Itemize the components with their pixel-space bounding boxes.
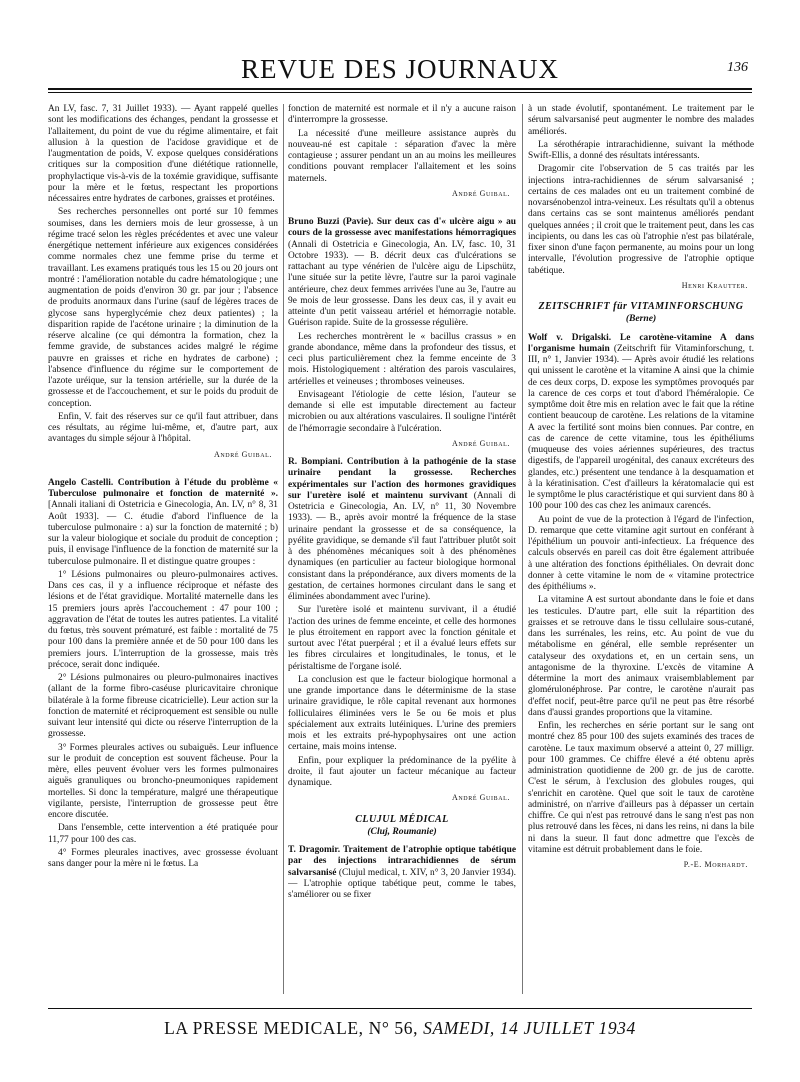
article-reference: (Clujul medical, t. XIV, n° 3, 20 Janvier 1934). — L'atrophie optique tabétique peut, comme le tabes, s'améliorer ou se fixer: [288, 867, 516, 900]
paragraph: La conclusion est que le facteur biologique hormonal a une grande importance dans le déterminisme de la stase urinaire gravidique, le rôle capital revenant aux hormones folliculaires éliminées vers le 5e ou 6e mois et plus spécialement aux extraits lutéiniques. L'urine des premiers mois et les extraits pré-hypophysaires ont une action certaine, mais moins intense.: [288, 674, 516, 753]
column-divider: [283, 104, 284, 994]
journal-section-origin: (Berne): [625, 313, 657, 325]
column-right: [528, 104, 754, 999]
journal-section-title: CLUJUL MÉDICAL: [355, 813, 449, 825]
running-header-title: REVUE DES JOURNAUX: [240, 54, 559, 84]
paragraph: Les recherches montrèrent le « bacillus crassus » en grande abondance, même dans la profondeur des tissus, et ceci plus particulièrement chez la femme enceinte de 3 mois. Histologiquement : altération des parois vasculaires, artérielles et veineuses ; thromboses veineuses.: [288, 331, 516, 387]
article-heading: R. Bompiani. Contribution à la pathogénie de la stase urinaire pendant la grossesse. Recherches expérimentales sur l'action des hormones gravidiques sur l'uretère isolé et maintenu survivant: [288, 457, 516, 501]
footer-issue-number: N° 56,: [368, 1018, 419, 1038]
paragraph: Dans l'ensemble, cette intervention a été pratiquée pour 11,77 pour 100 des cas.: [48, 823, 278, 845]
article-reference: (Annali di Ostetricia e Ginecologia, An. LV, fasc. 10, 31 Octobre 1933). — B. décrit deux cas d'ulcérations se rattachant au type vénérien de l'ulcère aigu de Lipschütz, l'une située sur la petite lèvre, l'autre sur la paroi vaginale antérieure, chez deux femmes arrivées l'une au 3e, l'autre au 9e mois de leur grossesse. Dans les deux cas, il y avait eu atteinte d'un petit vaisseau artériel et hémorragie notable. Guérison rapide. Suite de la grossesse régulière.: [288, 239, 516, 329]
column-middle: [288, 104, 516, 999]
article-heading: Angelo Castelli. Contribution à l'étude du problème « Tuberculose pulmonaire et fonction de maternité ».: [48, 477, 278, 499]
paragraph: Enfin, V. fait des réserves sur ce qu'il faut attribuer, dans ces résultats, au régime lui-même, et, d'autre part, aux avantages du simple séjour à l'hôpital.: [48, 411, 278, 445]
column-divider: [522, 104, 523, 994]
paragraph: An LV, fasc. 7, 31 Juillet 1933). — Ayant rappelé quelles sont les modifications des échanges, pendant la grossesse et l'allaitement, du point de vue du régime alimentaire, et fait allusion à la question de l'acidose gravidique et de l'augmentation de poids, V. expose quelques considérations critiques sur la composition d'une diététique rationnelle, prophylactique vis-à-vis de la toxémie gravidique, suffisante pour la mère et le fœtus, respectant les proportions nécessaires entre hydrates de carbones, graisses et protéines.: [48, 104, 278, 204]
paragraph: Sur l'uretère isolé et maintenu survivant, il a étudié l'action des urines de femme enceinte, et celle des hormones le plus étroitement en rapport avec la fonction génitale et surtout avec l'état puerpéral ; et il a évalué leurs effets sur les fibres circulaires et longitudinales, le tonus, et le péristaltisme de l'organe isolé.: [288, 605, 516, 672]
article-reference: (Annali di Ostetricia e Ginecologia, An. LV, n° 11, 30 Novembre 1933). — B., après avoir montré la fréquence de la stase urinaire pendant la grossesse et de sa conséquence, la pyélite gravidique, se demande s'il faut l'attribuer plutôt soit à des phénomènes mécaniques soit à des phénomènes dynamiques (en particulier au facteur biologique hormonal consistant dans la prépondérance, aux divers moments de la gestation, de certaines hormones circulant dans le sang et éliminées abondamment avec l'urine).: [288, 490, 516, 602]
article-entry: [288, 457, 516, 603]
article-heading: Bruno Buzzi (Pavie). Sur deux cas d'« ulcère aigu » au cours de la grossesse avec manifestations hémorragiques: [288, 217, 516, 239]
article-heading: Wolf v. Drigalski. Le carotène-vitamine A dans l'organisme humain: [528, 332, 754, 354]
paragraph: 3° Formes pleurales actives ou subaiguës. Leur influence sur le produit de conception est souvent fâcheuse. Pour la mère, elles peuvent évoluer vers les formes pulmonaires aiguës granuliques ou broncho-pneumoniques rapidement mortelles. Si donc la température, malgré une thérapeutique vigilante, persiste, l'interruption de grossesse peut être encore discutée.: [48, 742, 278, 820]
paragraph: fonction de maternité est normale et il n'y a aucune raison d'interrompre la grossesse.: [288, 104, 516, 126]
page-number: 136: [727, 60, 748, 75]
article-entry: [528, 333, 754, 513]
paragraph: Enfin, les recherches en série portant sur le sang ont montré chez 85 pour 100 des sujets examinés des traces de carotène. Le taux maximum observé a atteint 0, 27 milligr. pour 100 grammes. Ce chiffre élevé a été obtenu après administration quotidienne de 200 gr. de jus de carotte. C'est le sérum, à l'exclusion des globules rouges, qui s'enrichit en carotène. Quel que soit le taux de carotène administré, on n'arrive d'ailleurs pas à dépasser un certain chiffre. Ce qui n'est pas retrouvé dans le sang n'est pas non plus retrouvé dans les fèces, ni dans les reins, ni dans la bile ni dans la sueur. Il faut donc admettre que l'excès de vitamine est détruit probablement dans le foie.: [528, 721, 754, 855]
article-entry: [288, 845, 516, 901]
paragraph: Ses recherches personnelles ont porté sur 10 femmes soumises, dans les derniers mois de leur grossesse, à un régime tracé selon les règles précédentes et avec une valeur énergétique nettement inférieure aux exigences considérées comme normales chez une femme prise du terme et travaillant. Les examens pratiqués tous les 15 ou 20 jours ont montré : l'amélioration notable du cadre hématologique ; une augmentation de poids d'environ 30 gr. par jour ; l'absence de produits anormaux dans l'urine (sauf de légères traces de glycose sans hyperglycémie chez deux patientes) ; la disparition rapide de l'acétone urinaire ; la diminution de la réserve alcaline (ce qui démontra la formation, chez la femme gravide, de substances acides malgré le régime pauvre en graisses et riche en hydrates de carbone) ; l'absence d'influence du régime sur le comportement de l'azote uréique, sur la tension artérielle, sur la durée de la grossesse et de l'accouchement, et sur le poids du produit de conception.: [48, 207, 278, 409]
header-rule-thick: [48, 88, 752, 90]
paragraph: Au point de vue de la protection à l'égard de l'infection, D. remarque que cette vitamine agit surtout en conférant à l'épithélium un pouvoir anti-infectieux. La fréquence des calculs observés en pareil cas doit être également attribuée à une altération des fonctions épithéliales. On devrait donc donner à cette vitamine le nom de « vitamine protectrice des épithéliums ».: [528, 514, 754, 592]
paragraph: 2° Lésions pulmonaires ou pleuro-pulmonaires inactives (allant de la forme fibro-caséuse pluricavitaire chronique bilatérale à la forme fibreuse cicatricielle). Leur action sur la fonction de maternité et réciproquement est sensible ou nulle suivant leur intensité qui dicte ou réserve l'interruption de la grossesse.: [48, 673, 278, 740]
author-signature: P.-E. Morhardt.: [683, 860, 748, 869]
author-signature: André Guibal.: [213, 449, 272, 459]
paragraph: La vitamine A est surtout abondante dans le foie et dans les testicules. D'autre part, elle suit la répartition des graisses et se retrouve dans le tissu cellulaire sous-cutané, dans les surrénales, les reins, etc. Au point de vue du métabolisme en général, elle semble représenter un catalyseur des oxydations et, en un certain sens, un antagonisme de la thyroxine. L'excès de vitamine A détermine la mort des animaux vraisemblablement par glomérulonéphrose. Par contre, le carotène n'aurait pas d'effet nocif, peut-être parce qu'il ne peut pas être résorbé dans d'aussi grandes proportions que la vitamine.: [528, 595, 754, 718]
article-heading: T. Dragomir. Traitement de l'atrophie optique tabétique par des injections intrarachidiennes de sérum salvarsanisé: [288, 845, 516, 878]
author-signature: Henri Krautter.: [681, 280, 748, 290]
journal-section-origin: (Cluj, Roumanie): [367, 825, 437, 837]
author-signature: André Guibal.: [451, 793, 510, 803]
footer-journal-name: LA PRESSE MEDICALE,: [164, 1018, 364, 1038]
article-reference: [Annali italiani di Ostetricia e Ginecologia, An. LV, n° 8, 31 Août 1933]. — C. étudie d'abord l'influence de la tuberculose pulmonaire : a) sur la fonction de maternité ; b) sur la valeur biologique et sociale du produit de conception ; puis, il envisage l'influence de la fonction de maternité sur la tuberculose pulmonaire. Il et distingue quatre groupes :: [48, 500, 278, 567]
paragraph: à un stade évolutif, spontanément. Le traitement par le sérum salvarsanisé peut augmenter le nombre des malades améliorés.: [528, 104, 754, 137]
paragraph: Dragomir cite l'observation de 5 cas traités par les injections intra-rachidiennes de sérum salvarsanisé ; certains de ces malades ont eu un traitement combiné de novarsénobenzol intra-veineux. Les résultats qu'il a obtenus dans certains cas se sont maintenus améliorés pendant quelques années ; il croit que le traitement peut, dans les cas incipients, ou dans les cas où l'atrophie n'est pas bilatérale, fixer sinon d'une façon permanente, au moins pour un long intervalle, l'évolution progressive de l'atrophie optique tabétique.: [528, 164, 754, 276]
article-entry: [48, 478, 278, 568]
column-left: [48, 104, 278, 999]
paragraph: Enfin, pour expliquer la prédominance de la pyélite à droite, il faut ajouter un facteur mécanique au facteur dynamique.: [288, 755, 516, 788]
header-rule-thin: [48, 92, 752, 93]
author-signature: André Guibal.: [451, 188, 510, 198]
page-footer: [0, 1018, 800, 1039]
paragraph: 1° Lésions pulmonaires ou pleuro-pulmonaires actives. Dans ces cas, il y a influence réciproque et néfaste des lésions et de l'état gravidique. Mortalité maternelle dans les 15 premiers jours après l'accouchement : 47 pour 100 ; aggravation de l'état de toutes les autres patientes. La vitalité du fœtus, très souvent prématuré, est faible : mortalité de 75 pour 100 dans la première année et de 50 pour 100 dans les premiers jours. L'interruption de la grossesse, mais très précoce, serait donc indiquée.: [48, 569, 278, 670]
paragraph: La sérothérapie intrarachidienne, suivant la méthode Swift-Ellis, a donné des résultats intéressants.: [528, 139, 754, 161]
author-signature: André Guibal.: [451, 438, 510, 448]
journal-section-title: ZEITSCHRIFT für VITAMINFORSCHUNG: [538, 301, 744, 312]
paragraph: Envisageant l'étiologie de cette lésion, l'auteur se demande si elle est imputable directement au facteur microbien ou aux altérations vasculaires. Il souligne l'intérêt de l'hémorragie secondaire à l'ulcération.: [288, 389, 516, 434]
paragraph: 4° Formes pleurales inactives, avec grossesse évoluant sans danger pour la mère ni le fœtus. La: [48, 847, 278, 869]
article-entry: [288, 217, 516, 330]
footer-rule: [48, 1008, 752, 1009]
article-reference: (Zeitschrift für Vitaminforschung, t. III, n° 1, Janvier 1934). — Après avoir étudié les relations qui unissent le carotène et la vitamine A ainsi que la chimie de ces deux corps, D. expose les symptômes provoqués par la carence de ces corps et tout d'abord l'héméralopie. Ce symptôme doit être mis en relation avec le fait que la rétine contient beaucoup de carotène. Les relations de la vitamine A avec la fertilité sont moins bien connues. Par contre, en cas de carence de cette vitamine, tous les épithéliums (muqueuse des voies aériennes supérieures, des tractus digestifs, de l'appareil urogénital, des canaux excréteurs des glandes, etc.) présentent une tendance à la desquamation et à la kératinisation. C'est d'ailleurs la kératomalacie qui est le symptôme le plus caractéristique et qui survient dans 80 à 100 pour 100 des cas chez les animaux carencés.: [528, 343, 754, 512]
footer-date: SAMEDI, 14 JUILLET 1934: [423, 1018, 636, 1038]
paragraph: La nécessité d'une meilleure assistance auprès du nouveau-né est capitale : séparation d'avec la mère contagieuse ; assurer pendant un an au moins les meilleures conditions pouvant remplacer l'allaitement et les soins maternels.: [288, 128, 516, 184]
